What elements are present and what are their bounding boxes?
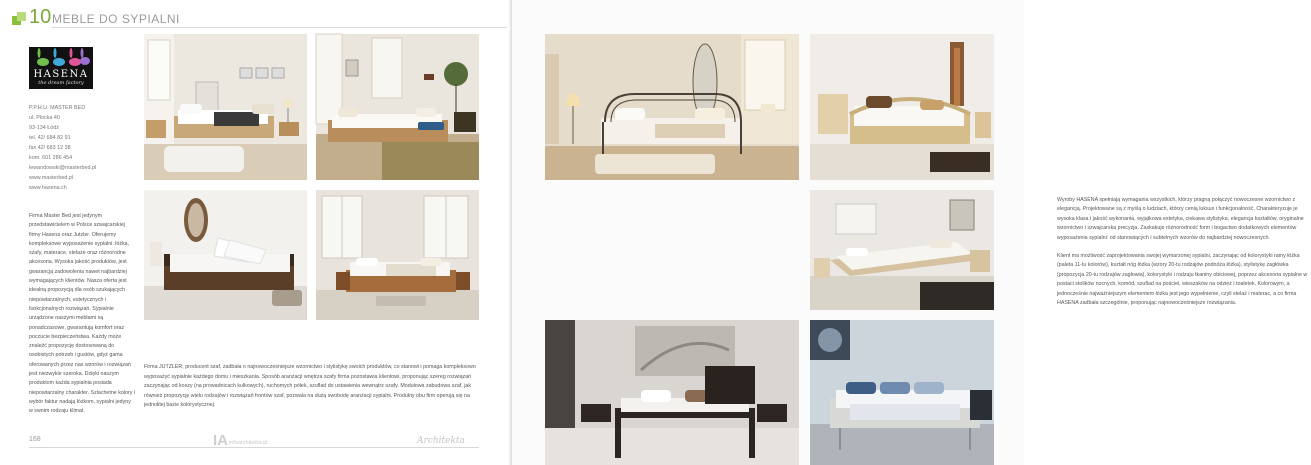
light-bed-photo	[810, 34, 994, 180]
contact-fax: fax 42/ 683 12 38	[29, 145, 71, 151]
jutzler-paragraph: Firma JUTZLER; producent szaf, zadbała o najnowocześniejsze wzornictwo i stylistykę swoich produktów, co stanowi i pomaga kompleksowo wyposażyć sypialnie każdego domu i mieszkania. Sposób aranżacji wnętrza szafy firma pozostawia klientowi, proponując szereg rozwiązań zaczynając od koszy (na prowadnicach kulkowych), ruchomych półek, szuflad do ustawienia wewnątrz szafy. Modułowa zabudowa szaf, jak również propozycję wielu rodzajów i rozwiązań frontów szaf, pozwala na dużą swobodę aranżacji sypialni. Produkty obu firm operują się na jednolitej bazie kolorystycznej.	[144, 364, 476, 409]
footer-rule	[29, 447, 479, 448]
contact-street: ul. Plocka 40	[29, 115, 60, 121]
ia-logo: IA	[213, 432, 228, 449]
intro-text	[29, 212, 135, 417]
section-number: 10	[29, 6, 52, 28]
bedroom-photo-4	[316, 190, 479, 320]
contact-phone: tel. 42/ 684 82 91	[29, 135, 71, 141]
bedroom-photo-3	[144, 190, 307, 320]
hasena-text	[1057, 196, 1311, 317]
contact-website-2[interactable]: www.hasena.ch	[29, 185, 67, 191]
logo-brand: HASENA	[33, 69, 89, 80]
header-rule	[52, 27, 507, 28]
contact-email[interactable]: lewandowski@masterbed.pl	[29, 165, 97, 171]
left-page	[0, 0, 512, 465]
blue-pillow-bed-photo	[810, 320, 994, 465]
right-page	[512, 0, 1308, 465]
section-squares-icon	[12, 12, 26, 26]
contact-block	[29, 103, 139, 193]
hasena-paragraph-2: Klient ma możliwość zaprojektowania swojej wymarzonej sypialni, zaczynając od kolorystyki ramy łóżka (paleta 11-tu kolorów), kształt nóg łóżka (wzory 20-tu rodzajów podnóża łóżka), stylistykę zagłówka (propozycja 20-tu rodzajów zagłowia), kolorystyki i rodzaju tkaniny obiciowej, poprzez akcesoria sypialne w postaci stolików nocnych, komód, szuflad na pościel, wieszaków na odzież i toaletek. Kolorowym, a jednocześnie najważniejszym elementem łóżka jest jego wypełnienie, czyli stelaż i materac, a co firma HASENA zadbała szczególnie, proponując najnowocześniejsze rozwiązania.	[1057, 253, 1308, 307]
logo-tagline: the dream factory	[38, 80, 84, 86]
contact-website[interactable]: www.masterbed.pl	[29, 175, 74, 181]
modern-bed-photo	[810, 190, 994, 310]
page-number: 168	[29, 436, 41, 443]
hasena-logo	[29, 47, 93, 89]
section-title: MEBLE DO SYPIALNI	[52, 12, 180, 26]
jutzler-text	[144, 363, 479, 411]
intro-paragraph: Firma Master Bed jest jedynym przedstawicielem w Polsce szwajcarskiej firmy Hasena oraz Jutzler. Oferujemy kompleksowe wyposażenie sypialni: łóżka, szafy, materace, stelaże oraz różnorodne akcesoria. Wysoka jakość produktów, jest gwarancją zadowolenia nawet najbardziej wymagających klientów. Nasza oferta jest idealną propozycją dla osób szukających niepowtarzalnych, estetycznych i funkcjonalnych rozwiązań. Sypialnie urządzone naszymi meblami są ponadczasowe, gwarantują komfort oraz poczucie bezpieczeństwa. Każdy może znaleźć propozycję dostosowaną do osobistych potrzeb i gustów, gdyż gama oferowanych przez nas wzorów i rozwiązań jest niezwykle szeroka. Dzięki naszym produktom każda sypialnia posiada niepowtarzalny charakter. Szlachetne kolory i wybór faktur nadają łóżkom, sypialni jedyny w swoim rodzaju klimat.	[29, 213, 135, 415]
contact-city: 93-134 Łódź	[29, 125, 59, 131]
contact-company: P.P.H.U. MASTER BED	[29, 105, 86, 111]
wrought-iron-bed-photo	[545, 34, 799, 180]
contact-mobile: kom. 601 286 454	[29, 155, 73, 161]
ia-url: infoarchitekta.pl	[229, 440, 268, 446]
bedroom-photo-1	[144, 34, 307, 180]
hasena-paragraph-1: Wyroby HASENA spełniają wymagania wszystkich, którzy pragną połączyć nowoczesne wzornictwo z elegancją. Projektowane są z myślą o ludziach, którzy cenią luksus i funkcjonalność. Charakteryzuje je wysoka klasa i jakość wykonania, wyjątkowa estetyka, ciekawa stylistyka, elegancja kształtów, oryginalne wzornictwo i szwajcarska precyzja. Zaskakuje różnorodność form i bogactwo dodatkowych elementów wyposażenia sypialni: od stanowiących i subtelnych wzorów do najbardziej nowoczesnych.	[1057, 197, 1304, 241]
dark-bed-photo	[545, 320, 799, 465]
architekta-logo: Architekta	[417, 436, 465, 446]
bedroom-photo-2	[316, 34, 479, 180]
